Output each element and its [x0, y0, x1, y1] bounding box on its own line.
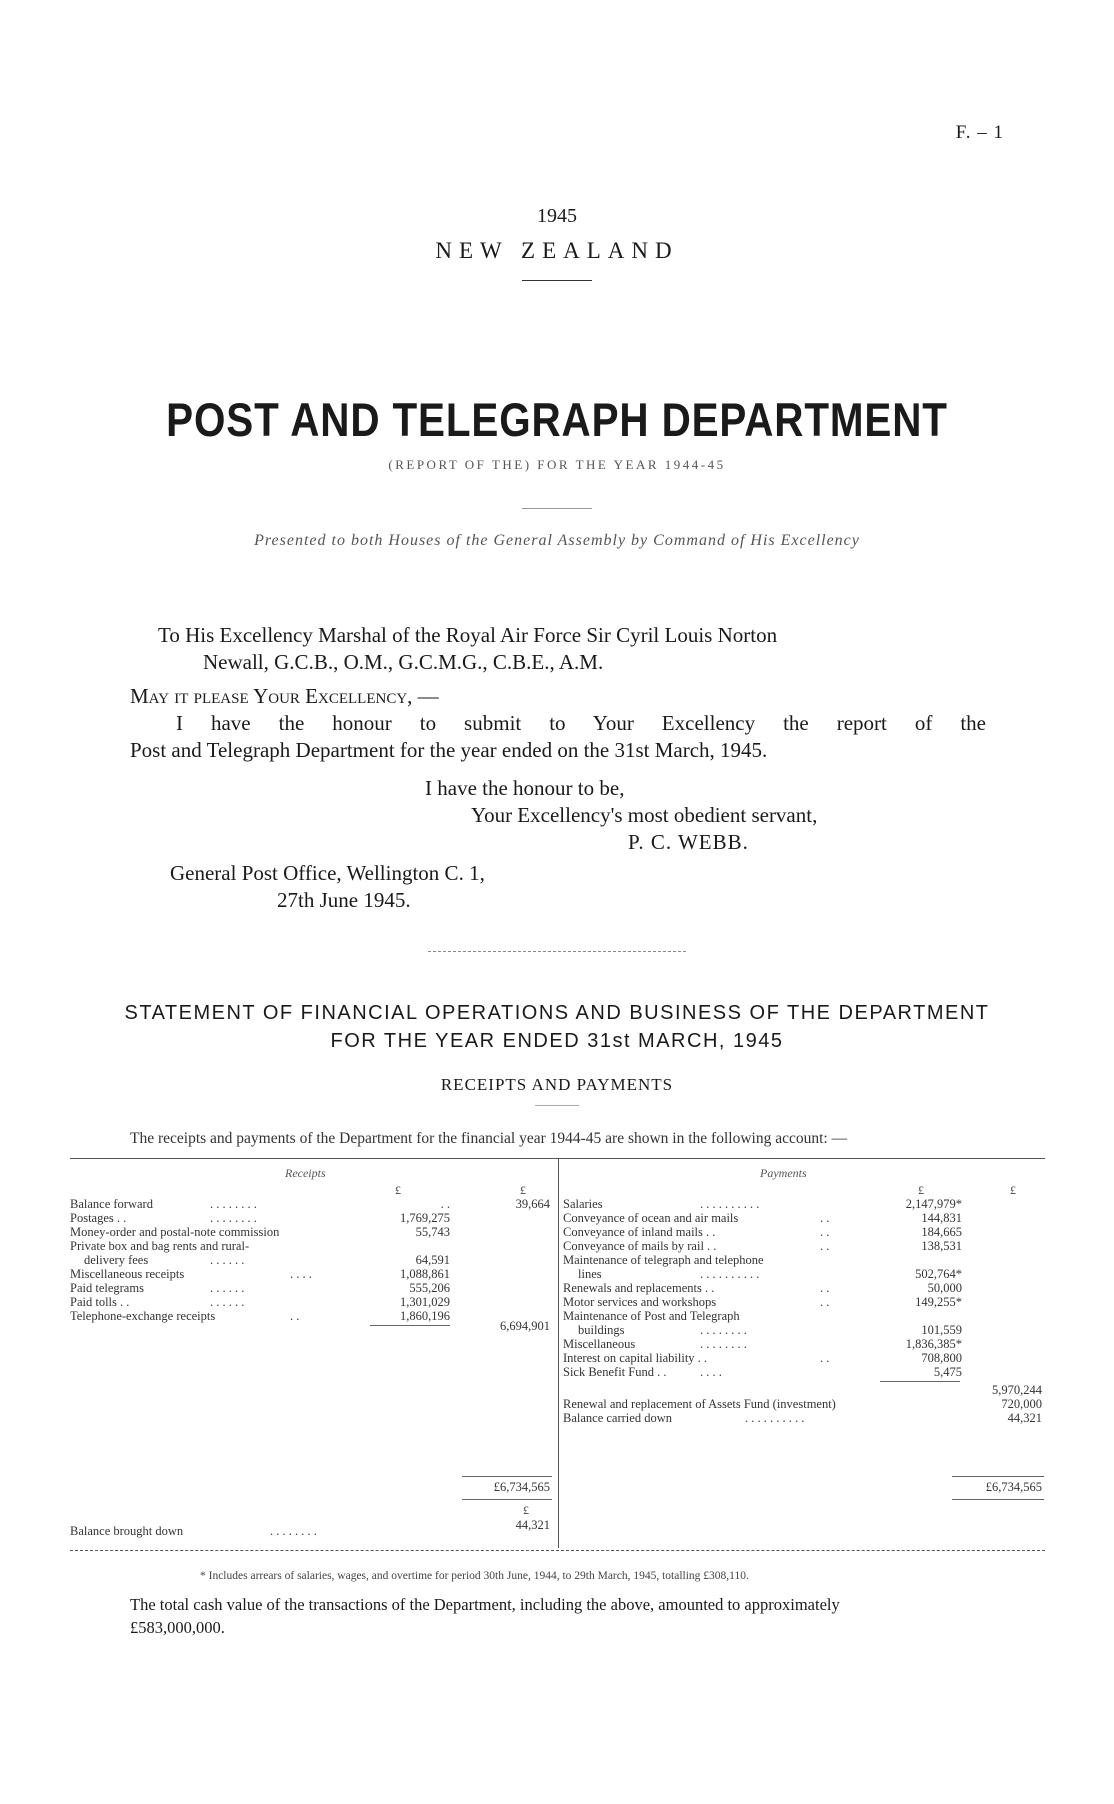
statement-title-line-2: FOR THE YEAR ENDED 31st MARCH, 1945: [330, 1030, 784, 1052]
payments-total: £6,734,565: [985, 1480, 1042, 1494]
divider: [535, 1105, 579, 1106]
leader-dots: . .: [820, 1351, 830, 1365]
receipts-header: Receipts: [285, 1166, 326, 1180]
table-row-label: Conveyance of ocean and air mails: [563, 1211, 739, 1225]
place-line-1: General Post Office, Wellington C. 1,: [170, 861, 485, 885]
table-cell: 1,088,861: [400, 1267, 450, 1281]
table-cell: 138,531: [921, 1239, 962, 1253]
table-row-label: Balance brought down: [70, 1524, 184, 1538]
receipts-subtotal: 6,694,901: [500, 1319, 550, 1333]
total-rule: [462, 1476, 552, 1477]
leader-dots: . . . . . .: [210, 1281, 245, 1295]
closing-line-2: Your Excellency's most obedient servant,: [471, 803, 818, 827]
table-row-label: Money-order and postal-note commission: [70, 1225, 280, 1239]
subtotal-rule: [370, 1325, 450, 1326]
leader-dots: . . . . . . . . . .: [700, 1267, 760, 1281]
currency-symbol: £: [520, 1183, 526, 1197]
table-cell: 64,591: [415, 1253, 450, 1267]
table-divider: [558, 1158, 559, 1548]
total-rule: [952, 1476, 1044, 1477]
table-cell: 1,860,196: [400, 1309, 450, 1323]
table-row-label: Postages . .: [70, 1211, 127, 1225]
table-cell: 149,255*: [915, 1295, 962, 1309]
table-row-label: Balance carried down: [563, 1411, 672, 1425]
table-row-label: Paid tolls . .: [70, 1295, 130, 1309]
table-cell: 101,559: [921, 1323, 962, 1337]
table-cell: 144,831: [921, 1211, 962, 1225]
footnote: * Includes arrears of salaries, wages, and overtime for period 30th June, 1944, to 29th March, 1945, totalling £308,110.: [200, 1570, 749, 1582]
divider: [522, 508, 592, 509]
closing-text-line-2: £583,000,000.: [130, 1618, 225, 1637]
table-row-label: Salaries: [563, 1197, 603, 1211]
addressee-line-2: Newall, G.C.B., O.M., G.C.M.G., C.B.E., A.M.: [203, 650, 604, 674]
payments-subtotal: 5,970,244: [992, 1383, 1042, 1397]
report-year: 1945: [537, 205, 577, 227]
receipts-total: £6,734,565: [493, 1480, 550, 1494]
addressee-line-1: To His Excellency Marshal of the Royal Air Force Sir Cyril Louis Norton: [158, 623, 778, 647]
leader-dots: . . . .: [700, 1365, 722, 1379]
table-row-label: delivery fees: [84, 1253, 149, 1267]
table-row-label: Conveyance of inland mails . .: [563, 1225, 716, 1239]
leader-dots: . . . . . .: [210, 1295, 245, 1309]
page-reference: F. – 1: [955, 122, 1004, 143]
table-row-label: Renewal and replacement of Assets Fund (investment): [563, 1397, 836, 1411]
letter-body-line-2: Post and Telegraph Department for the year ended on the 31st March, 1945.: [130, 738, 768, 762]
balance-carried-down: 44,321: [1007, 1411, 1042, 1425]
table-row-label: buildings: [578, 1323, 625, 1337]
table-cell: 5,475: [933, 1365, 962, 1379]
report-subtitle: (REPORT OF THE) FOR THE YEAR 1944-45: [388, 457, 726, 472]
table-cell: . .: [440, 1197, 450, 1211]
table-row-label: Miscellaneous: [563, 1337, 636, 1351]
presented-line: Presented to both Houses of the General Assembly by Command of His Excellency: [254, 532, 860, 549]
balance-brought-down: 44,321: [515, 1518, 550, 1532]
leader-dots: . .: [820, 1211, 830, 1225]
intro-text: The receipts and payments of the Department for the financial year 1944-45 are shown in the following account: —: [130, 1130, 848, 1147]
leader-dots: . .: [820, 1225, 830, 1239]
closing-line-1: I have the honour to be,: [425, 776, 625, 800]
leader-dots: . . . . . . . .: [210, 1197, 257, 1211]
table-cell: 1,836,385*: [905, 1337, 962, 1351]
table-row-label: Maintenance of Post and Telegraph: [563, 1309, 740, 1323]
leader-dots: . . . . . . . . . .: [700, 1197, 760, 1211]
leader-dots: . . . . . .: [210, 1253, 245, 1267]
table-row-label: Motor services and workshops: [563, 1295, 717, 1309]
place-line-2: 27th June 1945.: [277, 888, 411, 912]
table-cell: 555,206: [409, 1281, 450, 1295]
divider: [428, 951, 686, 952]
leader-dots: . .: [820, 1295, 830, 1309]
table-cell: 1,769,275: [400, 1211, 450, 1225]
leader-dots: . .: [820, 1239, 830, 1253]
table-row-label: Telephone-exchange receipts: [70, 1309, 216, 1323]
letter-body-line-1: I have the honour to submit to Your Excellency the report of the: [176, 711, 986, 735]
leader-dots: . .: [820, 1281, 830, 1295]
leader-dots: . . . .: [290, 1267, 312, 1281]
table-cell: 720,000: [1001, 1397, 1042, 1411]
leader-dots: . . . . . . . .: [210, 1211, 257, 1225]
table-row-label: Maintenance of telegraph and telephone: [563, 1253, 764, 1267]
page-title: POST AND TELEGRAPH DEPARTMENT: [166, 393, 948, 446]
table-cell: 184,665: [921, 1225, 962, 1239]
closing-text-line-1: The total cash value of the transactions of the Department, including the above, amounted to approximately: [130, 1595, 840, 1614]
country-heading: NEW ZEALAND: [435, 238, 679, 263]
currency-symbol: £: [523, 1503, 529, 1517]
section-heading: RECEIPTS AND PAYMENTS: [440, 1075, 674, 1094]
table-cell: 39,664: [515, 1197, 550, 1211]
table-row-label: Paid telegrams: [70, 1281, 144, 1295]
salutation: May it please Your Excellency, —: [130, 684, 439, 708]
payments-header: Payments: [760, 1166, 807, 1180]
table-row-label: Balance forward: [70, 1197, 153, 1211]
table-bottom-rule: [70, 1550, 1045, 1551]
table-row-label: Renewals and replacements . .: [563, 1281, 715, 1295]
table-cell: 50,000: [927, 1281, 962, 1295]
table-row-label: Sick Benefit Fund . .: [563, 1365, 667, 1379]
leader-dots: . . . . . . . .: [700, 1323, 747, 1337]
table-cell: 55,743: [415, 1225, 450, 1239]
table-row-label: lines: [578, 1267, 602, 1281]
leader-dots: . . . . . . . . . .: [745, 1411, 805, 1425]
table-row-label: Interest on capital liability . .: [563, 1351, 708, 1365]
subtotal-rule: [880, 1381, 960, 1382]
table-cell: 708,800: [921, 1351, 962, 1365]
currency-symbol: £: [395, 1183, 401, 1197]
statement-title-line-1: STATEMENT OF FINANCIAL OPERATIONS AND BUSINESS OF THE DEPARTMENT: [124, 1002, 990, 1024]
table-row-label: Miscellaneous receipts: [70, 1267, 185, 1281]
total-rule: [462, 1499, 552, 1500]
signature: P. C. WEBB.: [628, 830, 749, 854]
leader-dots: . .: [290, 1309, 300, 1323]
table-row-label: Private box and bag rents and rural-: [70, 1239, 250, 1253]
table-cell: 2,147,979*: [905, 1197, 962, 1211]
table-cell: 1,301,029: [400, 1295, 450, 1309]
total-rule: [952, 1499, 1044, 1500]
leader-dots: . . . . . . . .: [700, 1337, 747, 1351]
leader-dots: . . . . . . . .: [270, 1524, 317, 1538]
currency-symbol: £: [1010, 1183, 1016, 1197]
table-row-label: Conveyance of mails by rail . .: [563, 1239, 717, 1253]
divider: [522, 280, 592, 281]
currency-symbol: £: [918, 1183, 924, 1197]
table-cell: 502,764*: [915, 1267, 962, 1281]
